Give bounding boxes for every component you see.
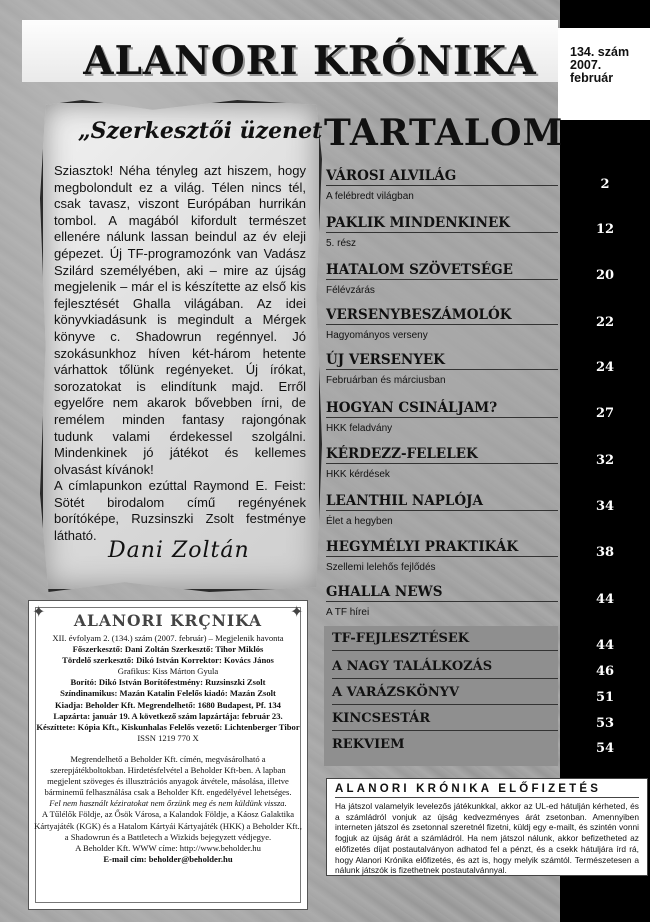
toc-page-number: 34 xyxy=(595,499,615,514)
impressum-line: Kiadja: Beholder Kft. Megrendelhető: 1680 Budapest, Pf. 134 xyxy=(55,699,281,710)
toc-item[interactable] xyxy=(326,352,558,386)
impressum-line: Grafikus: Kiss Márton Gyula xyxy=(117,666,219,677)
impressum-line: Borító: Dikó István Borítófestmény: Ruzsinszki Zsolt xyxy=(70,677,266,688)
toc-page-number: 20 xyxy=(595,268,615,283)
impressum-line: Főszerkesztő: Dani Zoltán Szerkesztő: Tihor Miklós xyxy=(72,644,264,655)
toc-item-title: HOGYAN CSINÁLJAM? xyxy=(326,400,558,418)
editorial-title: „Szerkesztői üzenet xyxy=(78,118,323,144)
subscription-title: ALANORI KRÓNIKA ELŐFIZETÉS xyxy=(335,783,639,798)
toc-item-subtitle: A felébredt világban xyxy=(326,191,414,202)
divider xyxy=(332,650,558,651)
toc-item[interactable] xyxy=(326,400,558,434)
toc-box-item-title[interactable]: TF-FEJLESZTÉSEK xyxy=(332,631,470,646)
toc-item-subtitle: HKK feladvány xyxy=(326,423,393,434)
toc-box-item-title[interactable]: REKVIEM xyxy=(332,737,405,752)
toc-item-subtitle: Februárban és márciusban xyxy=(326,375,446,386)
impressum-line: XII. évfolyam 2. (134.) szám (2007. február) – Megjelenik havonta xyxy=(52,633,284,643)
issue-info xyxy=(558,28,650,120)
impressum-line: Lapzárta: január 19. A következő szám lapzártája: február 23. xyxy=(53,710,283,721)
toc-box-item-title[interactable]: KINCSESTÁR xyxy=(332,711,431,726)
toc-item[interactable] xyxy=(326,307,558,341)
toc-item-title: HEGYMÉLYI PRAKTIKÁK xyxy=(326,539,558,557)
impressum-note: Megrendelhető a Beholder Kft. címén, megvásárolható a szerepjátékboltokban. Hirdetésfelvétel a Beholder Kft-ben. A lapban megjelent szöveges és illusztrációs anyagok átvétele, másolása, illetve bárminemű felhasználása csak a Beholder Kft. engedélyével lehetséges. xyxy=(44,753,292,798)
toc-item-subtitle: HKK kérdések xyxy=(326,469,390,480)
toc-page-number: 54 xyxy=(595,741,615,756)
impressum-logo: ALANORI KRÇNIKA xyxy=(73,611,263,630)
editorial-paragraph: A címlapunkon ezúttal Raymond E. Feist: Sötét birodalom című regényének borítóképe, Ruzsinszki Zsolt festménye látható. xyxy=(54,478,306,544)
toc-page-number: 22 xyxy=(595,315,615,330)
toc-item-subtitle: Szellemi lelehős fejlődés xyxy=(326,562,436,573)
impressum-note: Fel nem használt kéziratokat nem őrzünk meg és nem küldünk vissza. xyxy=(49,798,287,809)
impressum-line: Tördelő szerkesztő: Dikó István Korrektor: Kovács János xyxy=(62,655,274,666)
toc-item-title: VERSENYBESZÁMOLÓK xyxy=(326,307,558,325)
toc-page-number: 27 xyxy=(595,406,615,421)
toc-page-number: 51 xyxy=(595,690,615,705)
impressum-note: A Tűlélők Földje, az Ősök Városa, a Kalandok Földje, a Káosz Galaktika Kártyajáték (KGK) és a Hatalom Kártyái Kártyajáték (HKK) a Beholder Kft., a Shadowrun és a Battletech a Wizkids bejegyzett védjegye. xyxy=(34,809,302,842)
toc-item[interactable] xyxy=(326,539,558,573)
toc-page-number: 24 xyxy=(595,360,615,375)
masthead-title: ALANORI KRÓNIKA xyxy=(83,38,537,84)
impressum-line: Színdinamikus: Mazán Katalin Felelős kiadó: Mazán Zsolt xyxy=(60,688,276,699)
toc-item[interactable] xyxy=(326,584,558,618)
toc-item-subtitle: 5. rész xyxy=(326,238,357,249)
impressum-line: Készíttete: Kópia Kft., Kiskunhalas Felelős vezető: Lichtenberger Tibor xyxy=(36,721,300,732)
toc-item-title: VÁROSI ALVILÁG xyxy=(326,168,558,186)
toc-item[interactable] xyxy=(326,215,558,249)
toc-page-number: 32 xyxy=(595,453,615,468)
divider xyxy=(332,730,558,731)
toc-page-number: 44 xyxy=(595,592,615,607)
issue-month: február xyxy=(570,71,614,85)
editorial-body xyxy=(54,163,306,545)
toc-item-title: GHALLA NEWS xyxy=(326,584,558,602)
impressum-email: E-mail cím: beholder@beholder.hu xyxy=(103,853,233,864)
toc-item-title: ÚJ VERSENYEK xyxy=(326,352,558,370)
impressum-line: ISSN 1219 770 X xyxy=(137,732,199,743)
toc-item-title: PAKLIK MINDENKINEK xyxy=(326,215,558,233)
toc-item-title: LEANTHIL NAPLÓJA xyxy=(326,493,558,511)
toc-item-subtitle: Élet a hegyben xyxy=(326,516,393,527)
toc-item-title: HATALOM SZÖVETSÉGE xyxy=(326,262,558,280)
toc-item-subtitle: Félévzárás xyxy=(326,285,375,296)
toc-item[interactable] xyxy=(326,493,558,527)
toc-page-number: 38 xyxy=(595,545,615,560)
star-ornament-icon: ✦ xyxy=(290,604,304,621)
subscription-text: Ha játszol valamelyik levelezős játékunkkal, akkor az UL-ed hátulján kérheted, és a számládról vonjuk az újság kedvezményes árát zsetonban. Amennyiben interneten játszol és zsetonnal szeretnél fizetni, küldj egy e-mailt, és szintén vonni fogjuk az újság árát a számládról. Ha nem játszol nálunk, akkor befizetheted az előfizetés díjat postautalványon adhatod fel a pénzt, és a csekk hátuljára írd rá, hogy Alanori Krónika előfizetés, és azt is, hogy melyik számtól. Természetesen a nálunk játszók is fizethetnek postautalvánnyal. xyxy=(335,801,639,876)
subscription-box xyxy=(326,778,648,876)
toc-page-number: 46 xyxy=(595,664,615,679)
editorial-paragraph: Sziasztok! Néha tényleg azt hiszem, hogy megbolondult ez a világ. Télen nincs tél, csak tavasz, viszont Európában hurrikán tombol. A magából kifordult természet ellenére nálunk lassan beindul az év eleji gépezet. Új TF-programozónk van Vadász Szilárd személyében, aki – mire az újság megjelenik – már el is készítette az első kis fejlesztését Ghalla világában. Az idei könyvkiadásunk is megindult a Mérgek könyve c. Shadowrun regénnyel. Jó szokásunkhoz híven két-három hetente várhattok tőlünk regényeket. Új írókat, sorozatokat is elindítunk majd. Erről egyelőre nem akarok bővebben írni, de remélem minden fantasy rajongónak tudunk valami érdekessel szolgálni. Mindenkinek jó játékot és kellemes olvasást kívánok! xyxy=(54,163,306,477)
toc-item-subtitle: Hagyományos verseny xyxy=(326,330,428,341)
editor-signature: Dani Zoltán xyxy=(108,538,250,563)
toc-box-item-title[interactable]: A VARÁZSKÖNYV xyxy=(332,685,460,700)
toc-title: TARTALOM xyxy=(324,112,564,154)
star-ornament-icon: ✦ xyxy=(32,604,46,621)
toc-page-number: 12 xyxy=(595,222,615,237)
toc-item-title: KÉRDEZZ-FELELEK xyxy=(326,446,558,464)
divider xyxy=(332,704,558,705)
toc-page-number: 53 xyxy=(595,716,615,731)
impressum-credits xyxy=(34,633,302,744)
toc-page-number: 44 xyxy=(595,638,615,653)
impressum-web: A Beholder Kft. WWW címe: http://www.beholder.hu xyxy=(75,842,261,853)
divider xyxy=(332,678,558,679)
toc-item[interactable] xyxy=(326,446,558,480)
impressum-text xyxy=(34,633,302,865)
issue-year: 2007. xyxy=(570,58,602,72)
toc-item[interactable] xyxy=(326,168,558,202)
toc-page-number: 2 xyxy=(600,177,610,192)
toc-box-item-title[interactable]: A NAGY TALÁLKOZÁS xyxy=(332,659,493,674)
toc-item[interactable] xyxy=(326,262,558,296)
toc-item-subtitle: A TF hírei xyxy=(326,607,370,618)
issue-number: 134. szám xyxy=(570,45,630,59)
